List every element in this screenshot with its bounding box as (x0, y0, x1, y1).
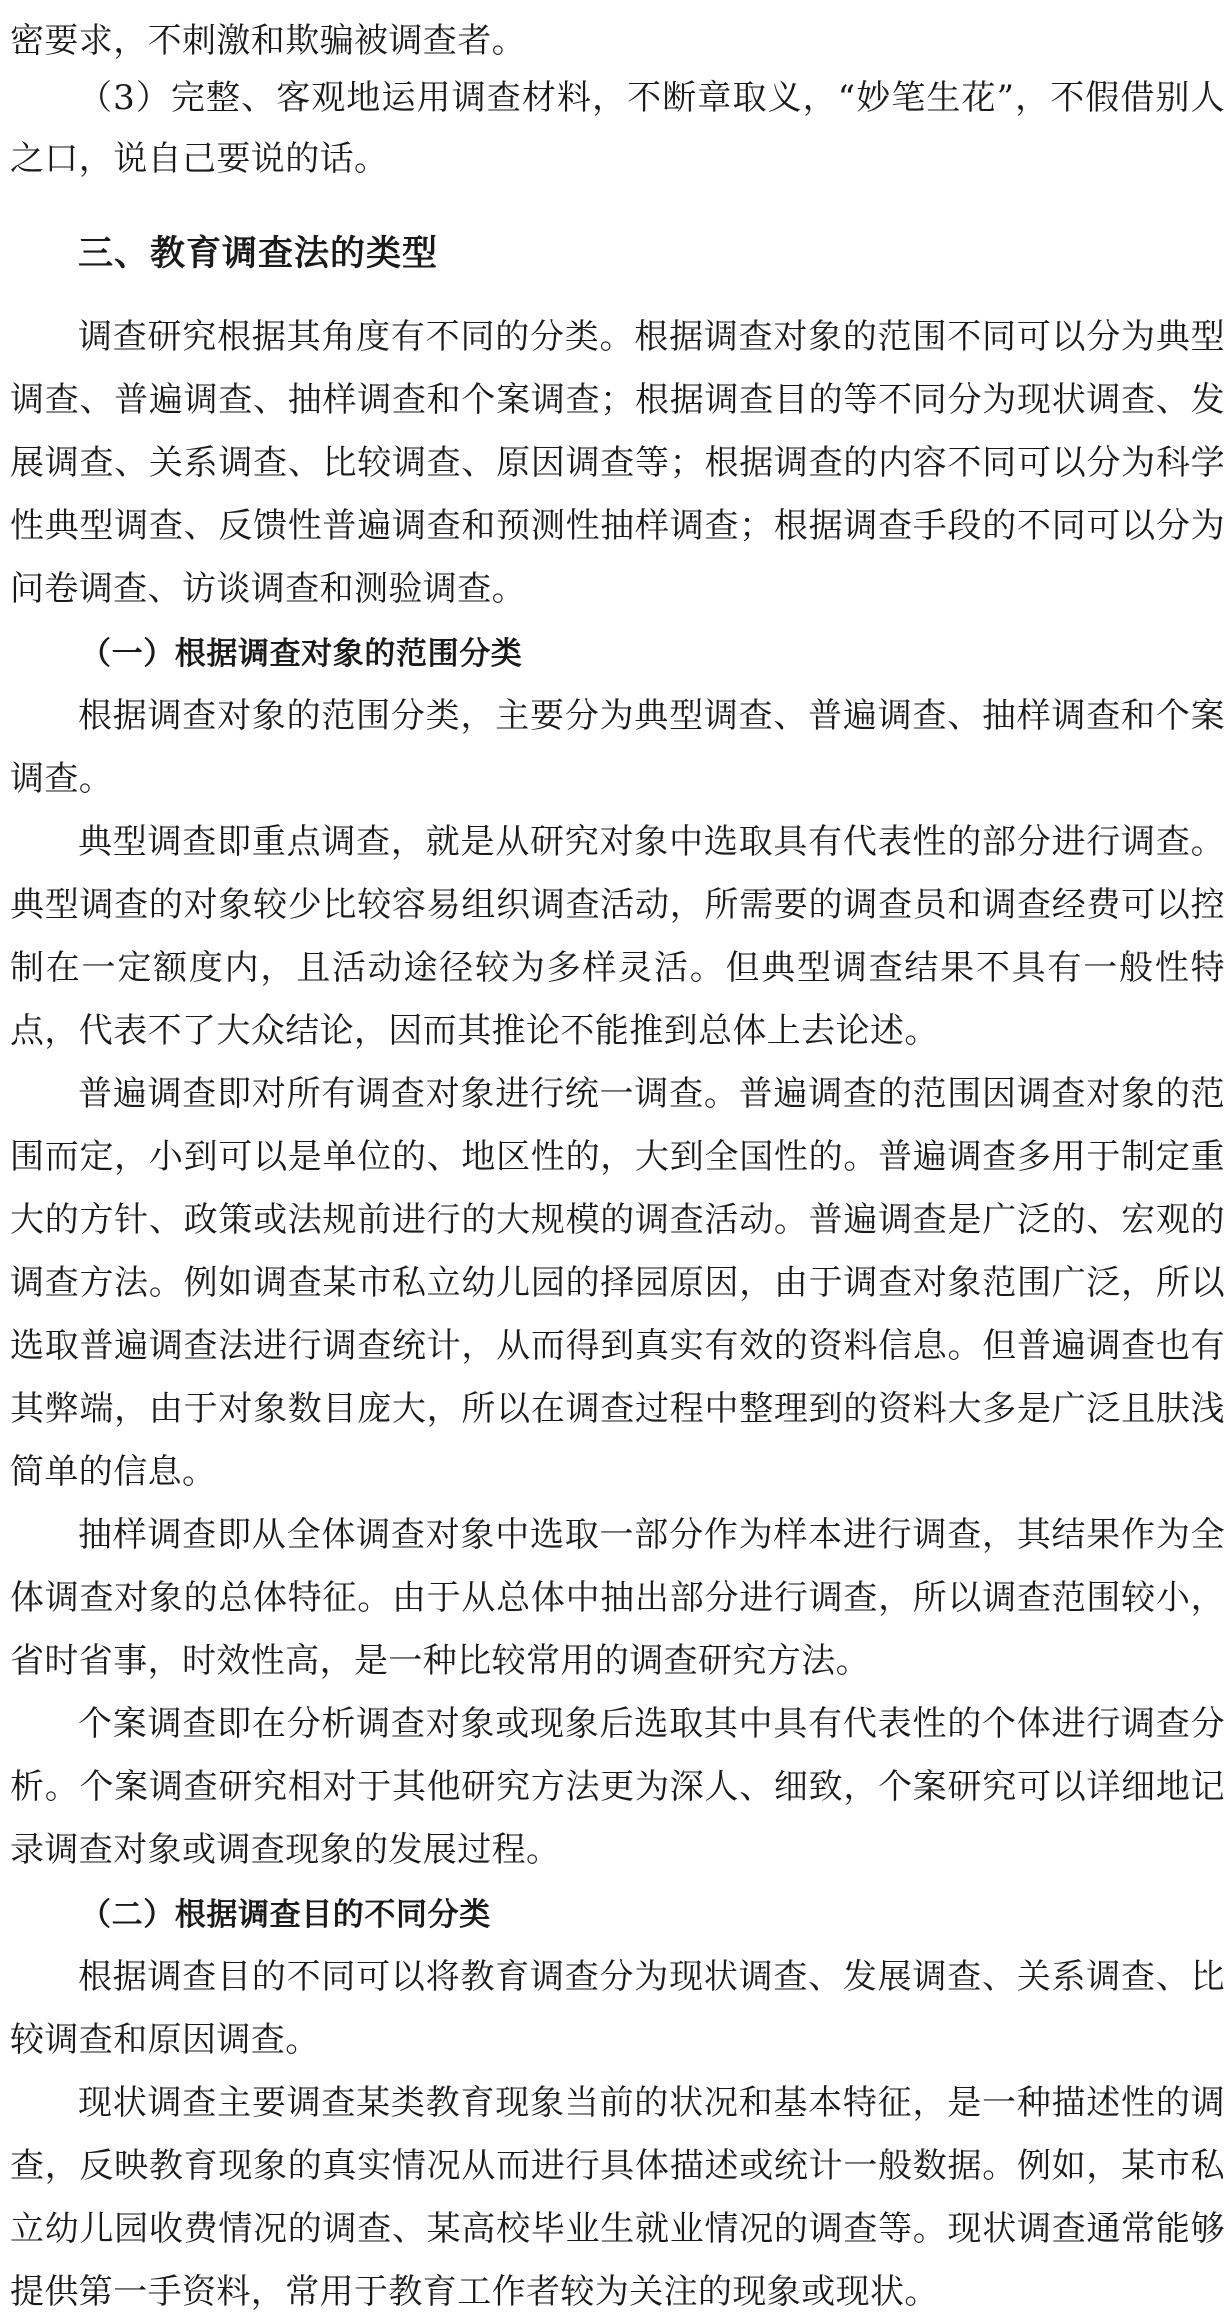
continued-line-fragment: 密要求，不刺激和欺骗被调查者。 (10, 21, 526, 61)
subsection-one-paragraph-2: 典型调查即重点调查，就是从研究对象中选取具有代表性的部分进行调查。典型调查的对象较少比较容易组织调查活动，所需要的调查员和调查经费可以控制在一定额度内，且活动途径较为多样灵活。但典型调查结果不具有一般性特点，代表不了大众结论，因而其推论不能推到总体上去论述。 (10, 822, 1225, 1051)
subsection-heading-two: （二）根据调查目的不同分类 (80, 1897, 491, 1933)
subsection-one-paragraph-5: 个案调查即在分析调查对象或现象后选取其中具有代表性的个体进行调查分析。个案调查研究相对于其他研究方法更为深人、细致，个案研究可以详细地记录调查对象或调查现象的发展过程。 (10, 1704, 1225, 1870)
subsection-two-paragraph-1: 根据调查目的不同可以将教育调查分为现状调查、发展调查、关系调查、比较调查和原因调查。 (10, 1957, 1225, 2060)
subsection-one-paragraph-4: 抽样调查即从全体调查对象中选取一部分作为样本进行调查，其结果作为全体调查对象的总体特征。由于从总体中抽出部分进行调查，所以调查范围较小，省时省事，时效性高，是一种比较常用的调查研究方法。 (10, 1515, 1225, 1681)
section-heading-three: 三、教育调查法的类型 (78, 234, 439, 274)
numbered-item-3-paragraph: （3）完整、客观地运用调查材料，不断章取义，“妙笔生花”，不假借别人之口，说自己要说的话。 (10, 78, 1225, 179)
subsection-one-paragraph-1: 根据调查对象的范围分类，主要分为典型调查、普遍调查、抽样调查和个案调查。 (10, 696, 1225, 799)
subsection-two-paragraph-2: 现状调查主要调查某类教育现象当前的状况和基本特征，是一种描述性的调查，反映教育现象的真实情况从而进行具体描述或统计一般数据。例如，某市私立幼儿园收费情况的调查、某高校毕业生就业情况的调查等。现状调查通常能够提供第一手资料，常用于教育工作者较为关注的现象或现状。 (10, 2083, 1225, 2312)
subsection-heading-one: （一）根据调查对象的范围分类 (80, 636, 523, 672)
intro-paragraph: 调查研究根据其角度有不同的分类。根据调查对象的范围不同可以分为典型调查、普遍调查、抽样调查和个案调查；根据调查目的等不同分为现状调查、发展调查、关系调查、比较调查、原因调查等；根据调查的内容不同可以分为科学性典型调查、反馈性普遍调查和预测性抽样调查；根据调查手段的不同可以分为问卷调查、访谈调查和测验调查。 (10, 317, 1225, 609)
subsection-one-paragraph-3: 普遍调查即对所有调查对象进行统一调查。普遍调查的范围因调查对象的范围而定，小到可以是单位的、地区性的，大到全国性的。普遍调查多用于制定重大的方针、政策或法规前进行的大规模的调查活动。普遍调查是广泛的、宏观的调查方法。例如调查某市私立幼儿园的择园原因，由于调查对象范围广泛，所以选取普遍调查法进行调查统计，从而得到真实有效的资料信息。但普遍调查也有其弊端，由于对象数目庞大，所以在调查过程中整理到的资料大多是广泛且肤浅简单的信息。 (10, 1074, 1225, 1492)
